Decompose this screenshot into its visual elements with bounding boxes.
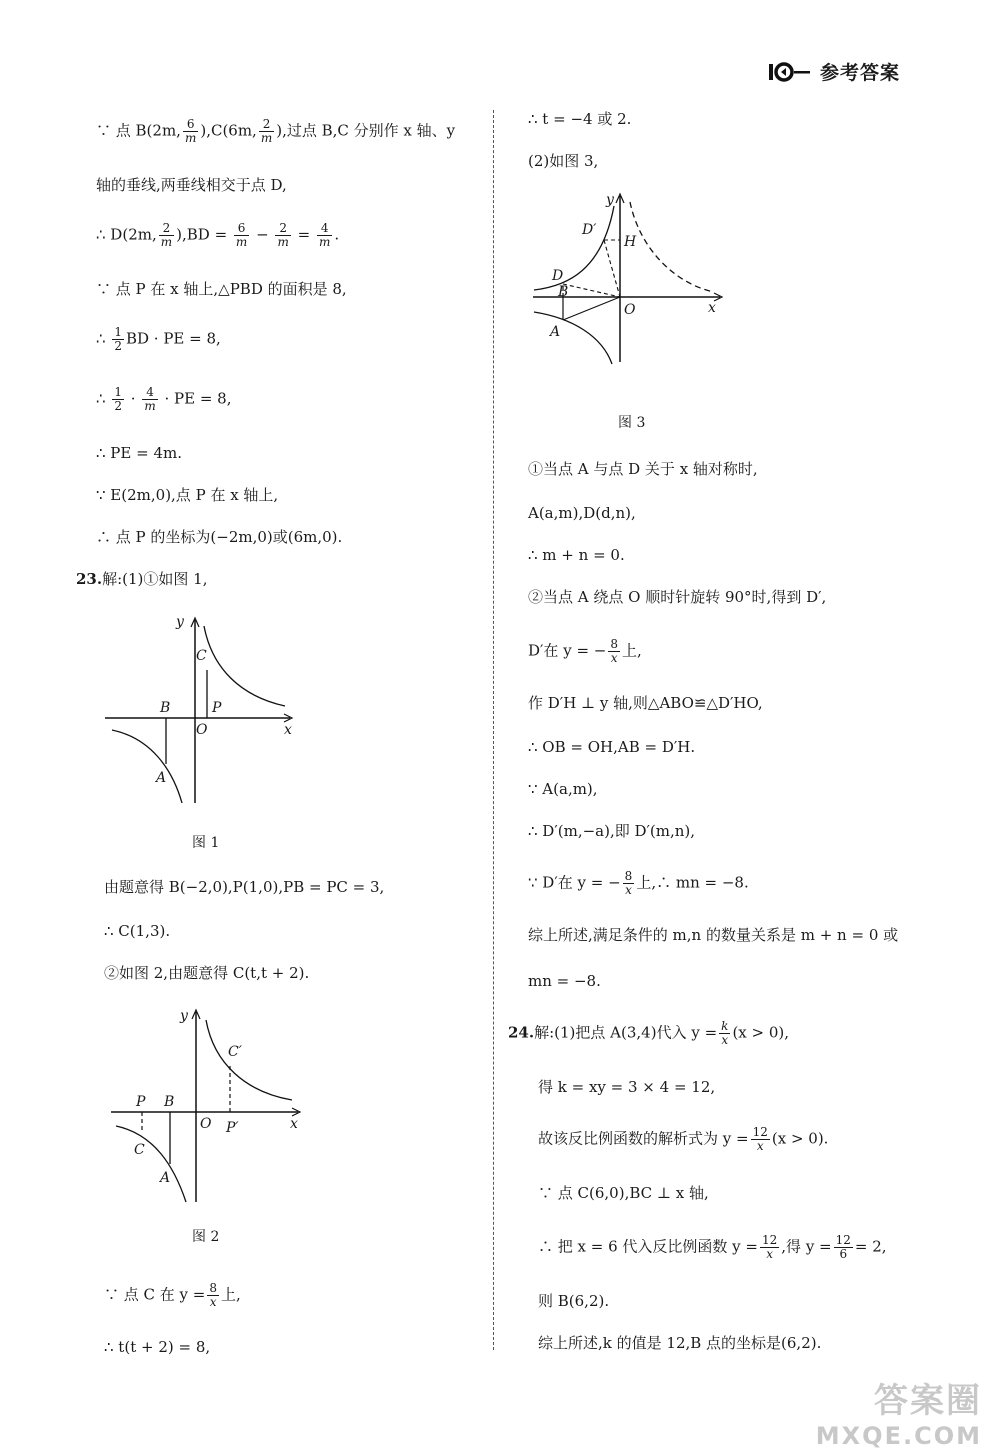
label-b: B (160, 700, 171, 716)
text-line: D′在 y = − $\frac{8}{x}$ 上, (528, 637, 642, 665)
label-h: H (624, 234, 637, 250)
label-b: B (164, 1094, 175, 1110)
text-line: 作 D′H ⊥ y 轴,则△ABO≌△D′HO, (528, 694, 763, 712)
text-line: ∴ PE = 4m. (96, 444, 182, 462)
figure-3-caption: 图 3 (618, 415, 646, 431)
text-line: ∴ $\frac{1}{2}$ · $\frac{4}{m}$ · PE = 8, (96, 385, 232, 413)
question-24-heading: 24.解:(1)把点 A(3,4)代入 y = $\frac{k}{x}$ (x > 0), (508, 1019, 790, 1047)
watermark-line2: MXQE.COM (815, 1422, 982, 1450)
page-header (768, 58, 900, 85)
text-line: 综上所述,满足条件的 m,n 的数量关系是 m + n = 0 或 (528, 926, 899, 944)
figure-3 (528, 190, 728, 380)
label-x: x (290, 1116, 298, 1132)
label-p: P (212, 700, 222, 716)
text-line: ∴ 把 x = 6 代入反比例函数 y = $\frac{12}{x}$ ,得 y = $\frac{12}{6}$ = 2, (538, 1233, 887, 1261)
label-a: A (156, 770, 167, 786)
label-o: O (200, 1116, 212, 1132)
label-p-prime: P′ (226, 1120, 239, 1136)
label-d-prime: D′ (582, 222, 597, 238)
fraction: $\frac{6}{m}$ (184, 117, 197, 145)
question-23-heading: 23.解:(1)①如图 1, (76, 570, 208, 588)
label-d: D (552, 268, 564, 284)
figure-2 (106, 1006, 306, 1206)
text-line: ∴ $\frac{1}{2}$ BD · PE = 8, (96, 325, 221, 353)
text-line: ∵ 点 B(2m, $\frac{6}{m}$ ),C(6m, $\frac{2}{m}$ ),过点 B,C 分别作 x 轴、y (96, 117, 456, 145)
text-line: 轴的垂线,两垂线相交于点 D, (96, 176, 287, 194)
label-c: C (134, 1142, 145, 1158)
text-line: 则 B(6,2). (538, 1292, 610, 1310)
fraction: $\frac{4}{m}$ (318, 221, 331, 249)
label-x: x (284, 722, 292, 738)
text-line: A(a,m),D(d,n), (528, 504, 636, 522)
fraction: $\frac{12}{x}$ (762, 1233, 778, 1261)
column-divider (493, 110, 494, 1350)
text-line: ∵ 点 C(6,0),BC ⊥ x 轴, (538, 1184, 709, 1202)
text-line: ∵ A(a,m), (528, 780, 598, 798)
fraction: $\frac{k}{x}$ (721, 1019, 729, 1047)
figure-1-caption: 图 1 (192, 835, 220, 851)
text-line: 得 k = xy = 3 × 4 = 12, (538, 1078, 716, 1096)
text-line: ∴ C(1,3). (104, 922, 171, 940)
label-a: A (160, 1170, 171, 1186)
text-line: 故该反比例函数的解析式为 y = $\frac{12}{x}$ (x > 0). (538, 1125, 829, 1153)
fraction: $\frac{2}{m}$ (260, 117, 273, 145)
text-line: ∴ t = −4 或 2. (528, 110, 632, 128)
text-line: 由题意得 B(−2,0),P(1,0),PB = PC = 3, (104, 878, 385, 896)
text-line: ②如图 2,由题意得 C(t,t + 2). (104, 964, 310, 982)
text-line: ∴ t(t + 2) = 8, (104, 1338, 211, 1356)
text-line: ∵ D′在 y = − $\frac{8}{x}$ 上,∴ mn = −8. (528, 869, 749, 897)
fraction: $\frac{12}{6}$ (835, 1233, 851, 1261)
watermark-line1: 答案圈 (874, 1381, 982, 1421)
fraction: $\frac{6}{m}$ (235, 221, 248, 249)
text-line: ∵ 点 C 在 y = $\frac{8}{x}$ 上, (104, 1281, 241, 1309)
label-b: B (558, 284, 569, 300)
header-title: 参考答案 (819, 62, 900, 84)
label-c: C (196, 648, 207, 664)
label-a: A (550, 324, 561, 340)
label-o: O (624, 302, 636, 318)
label-o: O (196, 722, 208, 738)
text-line: ∴ m + n = 0. (528, 546, 625, 564)
label-c-prime: C′ (228, 1044, 242, 1060)
label-p: P (136, 1094, 146, 1110)
label-y: y (606, 192, 614, 208)
watermark (816, 1373, 982, 1450)
label-x: x (708, 300, 716, 316)
logo-icon (768, 61, 812, 83)
text-line: ②当点 A 绕点 O 顺时针旋转 90°时,得到 D′, (528, 588, 827, 606)
label-y: y (180, 1008, 188, 1024)
fraction: $\frac{1}{2}$ (114, 325, 122, 353)
label-y: y (176, 614, 184, 630)
fraction: $\frac{8}{x}$ (624, 869, 633, 897)
figure-2-caption: 图 2 (192, 1229, 220, 1245)
fraction: $\frac{2}{m}$ (277, 221, 289, 249)
text-line: ①当点 A 与点 D 关于 x 轴对称时, (528, 460, 758, 478)
figure-1 (100, 608, 300, 808)
text-line: ∵ 点 P 在 x 轴上,△PBD 的面积是 8, (96, 280, 347, 298)
text-line: mn = −8. (528, 972, 601, 990)
text-line: ∴ D′(m,−a),即 D′(m,n), (528, 822, 696, 840)
text-line: 综上所述,k 的值是 12,B 点的坐标是(6,2). (538, 1334, 822, 1352)
fraction: $\frac{8}{x}$ (610, 637, 618, 665)
fraction: $\frac{4}{m}$ (144, 385, 156, 413)
fraction: $\frac{2}{m}$ (160, 221, 173, 249)
fraction: $\frac{1}{2}$ (114, 385, 122, 413)
fraction: $\frac{8}{x}$ (209, 1281, 218, 1309)
text-line: ∴ 点 P 的坐标为(−2m,0)或(6m,0). (96, 528, 343, 546)
fraction: $\frac{12}{x}$ (752, 1125, 768, 1153)
text-line: ∴ D(2m, $\frac{2}{m}$ ),BD = $\frac{6}{m}$ − $\frac{2}{m}$ = $\frac{4}{m}$ . (96, 221, 340, 249)
text-line: ∵ E(2m,0),点 P 在 x 轴上, (96, 486, 279, 504)
text-line: ∴ OB = OH,AB = D′H. (528, 738, 696, 756)
text-line: (2)如图 3, (528, 152, 599, 170)
